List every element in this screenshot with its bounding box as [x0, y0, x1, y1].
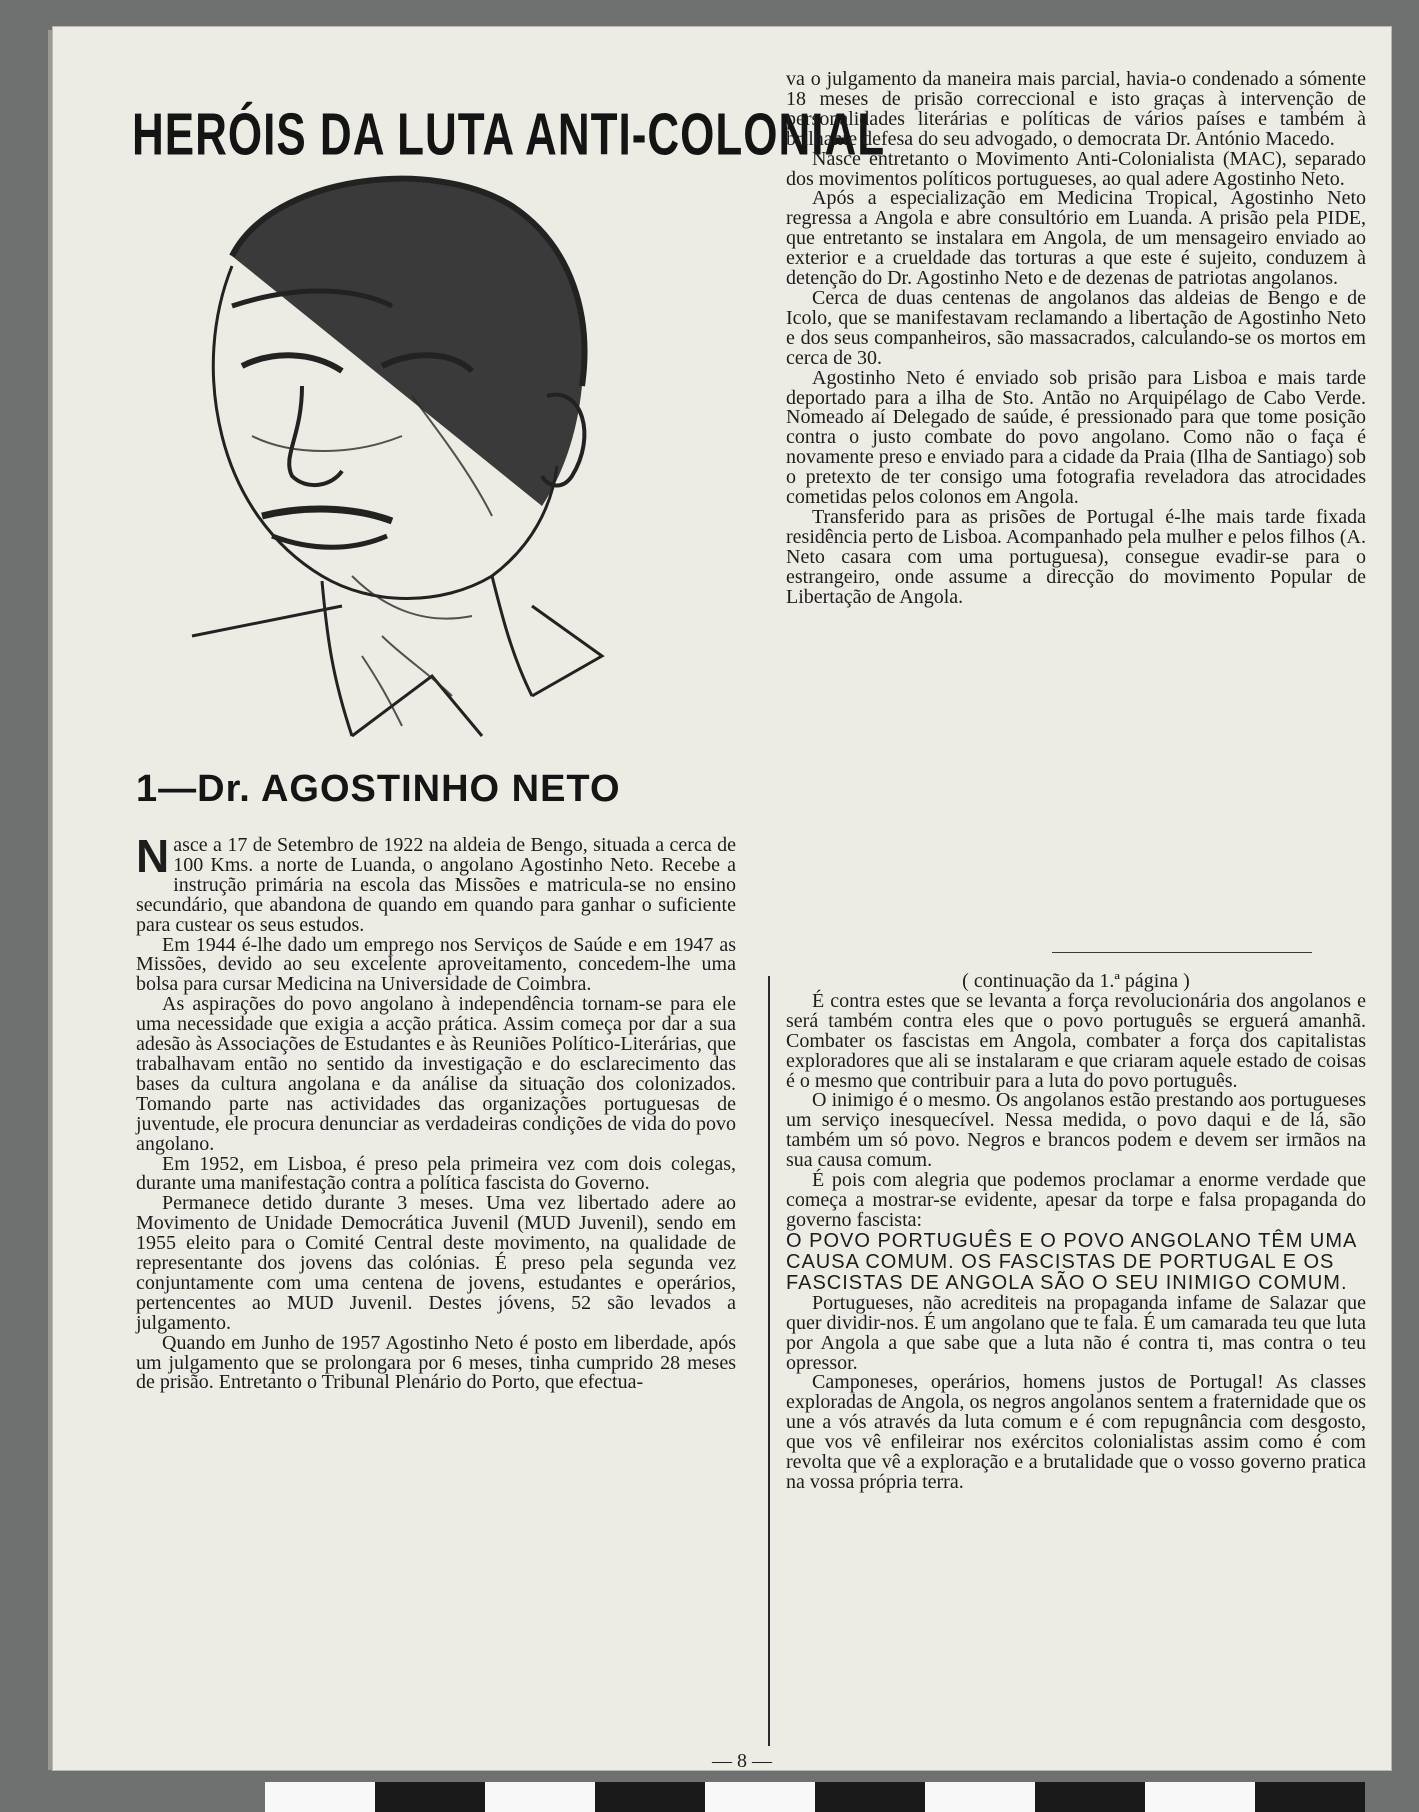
paragraph-6: Quando em Junho de 1957 Agostinho Neto é posto em liberdade, após um julgamento que se prolongara por 6 meses, tinha cumprido 28 meses de prisão. Entretanto o Tribunal Plenário do Porto, que efectua-	[136, 1331, 736, 1394]
paragraph-8: Nasce entretanto o Movimento Anti-Colonialista (MAC), separado dos movimentos políticos portugueses, ao qual adere Agostinho Neto.	[786, 147, 1366, 190]
paragraph-5: Permanece detido durante 3 meses. Uma vez libertado adere ao Movimento de Unidade Democrática Juvenil (MUD Juvenil), sendo em 1955 eleito para o Comité Central deste movimento, na qualidade de representante dos jovens das colónias. É preso pela segunda vez conjuntamente com uma centena de jovens, estudantes e operários, pertencentes ao MUD Juvenil. Destes jóvens, 52 são levados a julgamento.	[136, 1192, 736, 1334]
paragraph-10: Cerca de duas centenas de angolanos das aldeias de Bengo e de Icolo, que se manifestavam reclamando a libertação de Agostinho Neto e dos seus companheiros, são massacrados, calculando-se os mortos em cerca de 30.	[786, 286, 1366, 369]
ruler-segment	[265, 1782, 375, 1812]
continuation-section	[786, 972, 1366, 1493]
paragraph-2: Em 1944 é-lhe dado um emprego nos Serviços de Saúde e em 1947 as Missões, devido ao seu excelente aproveitamento, concedem-lhe uma bolsa para cursar Medicina na Universidade de Coimbra.	[136, 933, 736, 996]
continuation-paragraph-2: O inimigo é o mesmo. Os angolanos estão prestando aos portugueses um serviço inesquecível. Nessa medida, o povo daqui e de lá, são também um só povo. Negros e brancos podem e devem ser irmãos na sua causa comum.	[786, 1089, 1366, 1172]
slogan-caps: O POVO PORTUGUÊS E O POVO ANGOLANO TÊM UMA CAUSA COMUM. OS FASCISTAS DE PORTUGAL E OS FASCISTAS DE ANGOLA SÃO O SEU INIMIGO COMUM.	[786, 1229, 1357, 1294]
scale-ruler	[265, 1782, 1365, 1812]
paragraph-1	[136, 830, 736, 936]
article-subtitle: 1—Dr. AGOSTINHO NETO	[136, 768, 621, 810]
column-rule	[768, 976, 770, 1746]
paragraph-3: As aspirações do povo angolano à independência tornam-se para ele uma necessidade que exigia a acção prática. Assim começa por dar a sua adesão às Associações de Estudantes e às Reuniões Político-Literárias, que trabalhavam então no sentido da investigação e do esclarecimento das bases da cultura angolana e da análise da situação dos colonizados. Tomando parte nas actividades das organizações portuguesas de juventude, ele procura denunciar as verdadeiras condições de vida do povo angolano.	[136, 993, 736, 1155]
continuation-heading: ( continuação da 1.ª página )	[962, 970, 1190, 992]
right-column-body	[786, 70, 1366, 607]
continuation-paragraph-4: Portugueses, não acrediteis na propaganda infame de Salazar que quer dividir-nos. É um angolano que te fala. É um camarada teu que luta por Angola a que sabe que a luta não é contra ti, mas contra o teu opressor.	[786, 1291, 1366, 1374]
paragraph-1-text: asce a 17 de Setembro de 1922 na aldeia de Bengo, situada a cerca de 100 Kms. a norte de Luanda, o angolano Agostinho Neto. Recebe a instrução primária na escola das Missões e matricula-se no ensino secundário, que abandona de quando em quando para ganhar o suficiente para custear os seus estudos.	[136, 834, 736, 936]
scanned-page	[52, 26, 1392, 1771]
paragraph-12: Transferido para as prisões de Portugal é-lhe mais tarde fixada residência perto de Lisboa. Acompanhado pela mulher e pelos filhos (A. Neto casara com uma portuguesa), consegue evadir-se para o estrangeiro, onde assume a direcção do movimento Popular de Libertação de Angola.	[786, 505, 1366, 608]
continuation-paragraph-1: É contra estes que se levanta a força revolucionária dos angolanos e será também contra eles que o povo português se erguerá amanhã. Combater os fascistas em Angola, combater a força dos capitalistas exploradores que ali se instalaram e que criaram aquele estado de coisas é o mesmo que contribuir para a luta do povo português.	[786, 989, 1366, 1092]
ruler-segment	[485, 1782, 595, 1812]
page-title: HERÓIS DA LUTA ANTI-COLONIAL	[132, 102, 886, 169]
left-column-body	[136, 830, 736, 1394]
portrait-woodcut-image	[152, 136, 682, 756]
paragraph-9: Após a especialização em Medicina Tropical, Agostinho Neto regressa a Angola e abre consultório em Luanda. A prisão pela PIDE, que entretanto se instalara em Angola, de um mensageiro enviado ao exterior e a crueldade das torturas a que este é sujeito, conduzem à detenção do Dr. Agostinho Neto e de dezenas de patriotas angolanos.	[786, 187, 1366, 290]
ruler-segment	[1255, 1782, 1365, 1812]
ruler-segment	[595, 1782, 705, 1812]
dropcap-letter: N	[136, 830, 170, 882]
ruler-segment	[375, 1782, 485, 1812]
section-divider	[1052, 952, 1312, 953]
continuation-paragraph-3: É pois com alegria que podemos proclamar a enorme verdade que começa a mostrar-se evidente, apesar da torpe e falsa propaganda do governo fascista:	[786, 1169, 1366, 1231]
page-number: — 8 —	[712, 1750, 772, 1771]
continuation-paragraph-5: Camponeses, operários, homens justos de Portugal! As classes exploradas de Angola, os negros angolanos sentem a fraternidade que os une a vós através da luta comum e é com repugnância com desgosto, que vos vê enfileirar nos exércitos colonialistas assim como é com revolta que vê a exploração e a brutalidade que o vosso governo pratica na vossa própria terra.	[786, 1371, 1366, 1493]
ruler-segment	[1145, 1782, 1255, 1812]
paragraph-4: Em 1952, em Lisboa, é preso pela primeira vez com dois colegas, durante uma manifestação contra a política fascista do Governo.	[136, 1152, 736, 1195]
paragraph-7: va o julgamento da maneira mais parcial, havia-o condenado a sómente 18 meses de prisão correccional e isto graças à intervenção de personalidades literárias e políticas de vários países e também à brilhante defesa do seu advogado, o democrata Dr. António Macedo.	[786, 68, 1366, 150]
ruler-segment	[925, 1782, 1035, 1812]
ruler-segment	[705, 1782, 815, 1812]
paragraph-11: Agostinho Neto é enviado sob prisão para Lisboa e mais tarde deportado para a ilha de Sto. Antão no Arquipélago de Cabo Verde. Nomeado aí Delegado de saúde, é pressionado para que tome posição contra o justo combate do povo angolano. Como não o faça é novamente preso e enviado para a cidade da Praia (Ilha de Santiago) sob o pretexto de ter consigo uma fotografia reveladora das atrocidades cometidas pelos colonos em Angola.	[786, 366, 1366, 509]
ruler-segment	[815, 1782, 925, 1812]
ruler-segment	[1035, 1782, 1145, 1812]
